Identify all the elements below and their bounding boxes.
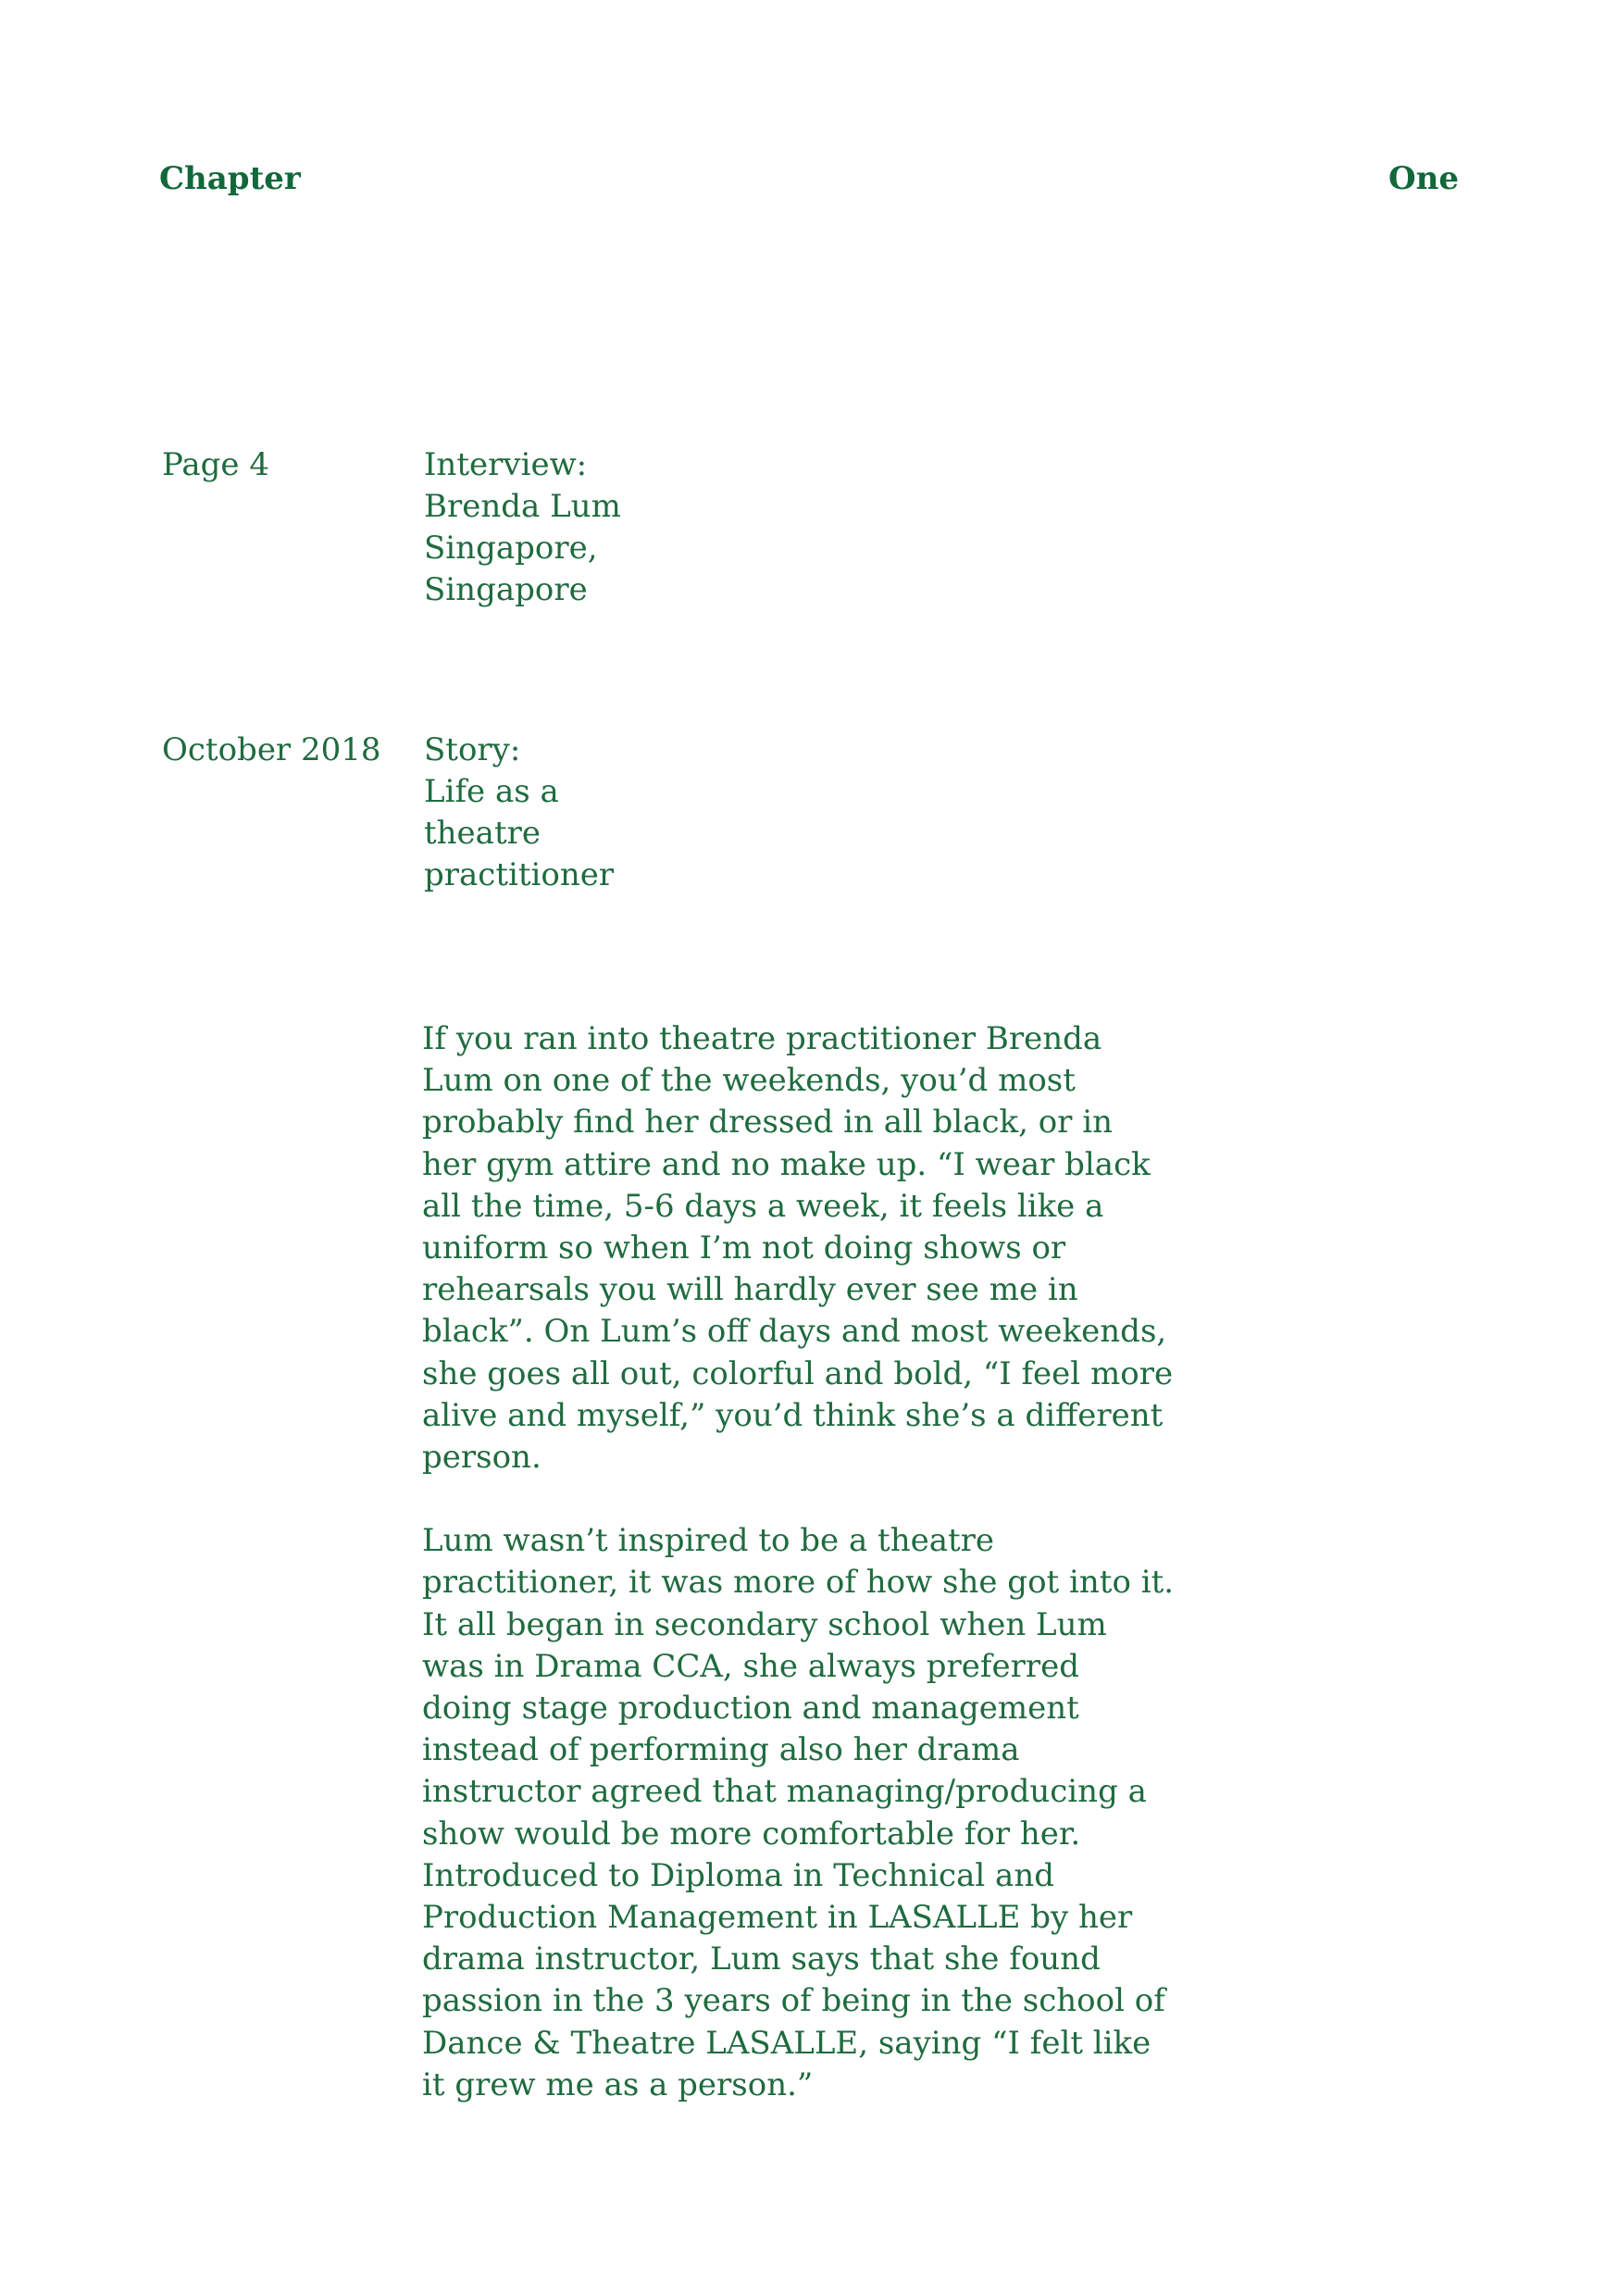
- text-line: Introduced to Diploma in Technical and: [422, 1856, 1054, 1894]
- text-line: If you ran into theatre practitioner Brenda: [422, 1020, 1102, 1057]
- text-line: Lum on one of the weekends, you’d most: [422, 1062, 1076, 1100]
- story-line: Story:: [424, 731, 521, 768]
- interview-info: [424, 444, 621, 611]
- interview-line: Singapore: [424, 571, 588, 608]
- story-line: practitioner: [424, 856, 615, 893]
- text-line: passion in the 3 years of being in the school of: [422, 1982, 1165, 2020]
- text-line: black”. On Lum’s off days and most weekends,: [422, 1313, 1167, 1351]
- text-line: she goes all out, colorful and bold, “I feel more: [422, 1354, 1174, 1392]
- text-line: instead of performing also her drama: [422, 1731, 1020, 1769]
- text-line: her gym attire and no make up. “I wear black: [422, 1145, 1151, 1183]
- text-line: was in Drama CCA, she always preferred: [422, 1647, 1079, 1685]
- chapter-number: One: [1388, 160, 1459, 197]
- text-line: uniform so when I’m not doing shows or: [422, 1229, 1066, 1267]
- story-line: Life as a: [424, 773, 559, 810]
- text-line: alive and myself,” you’d think she’s a different: [422, 1396, 1164, 1434]
- text-line: instructor agreed that managing/producing a: [422, 1773, 1147, 1811]
- article-body: [422, 1018, 1218, 2148]
- text-line: show would be more comfortable for her.: [422, 1815, 1081, 1853]
- article-paragraph-1: [422, 1018, 1218, 1479]
- text-line: person.: [422, 1439, 541, 1477]
- page-number: Page 4: [162, 446, 269, 483]
- text-line: It all began in secondary school when Lum: [422, 1605, 1107, 1643]
- text-line: practitioner, it was more of how she got into it.: [422, 1564, 1175, 1602]
- text-line: Lum wasn’t inspired to be a theatre: [422, 1522, 995, 1560]
- text-line: doing stage production and management: [422, 1690, 1079, 1728]
- story-info: [424, 730, 614, 896]
- text-line: all the time, 5-6 days a week, it feels like a: [422, 1187, 1104, 1225]
- interview-line: Brenda Lum: [424, 488, 621, 525]
- interview-line: Interview:: [424, 446, 588, 483]
- chapter-label: Chapter: [159, 160, 301, 197]
- issue-date: October 2018: [162, 731, 381, 768]
- text-line: drama instructor, Lum says that she found: [422, 1940, 1101, 1978]
- text-line: Production Management in LASALLE by her: [422, 1899, 1133, 1937]
- text-line: rehearsals you will hardly ever see me in: [422, 1271, 1078, 1309]
- text-line: it grew me as a person.”: [422, 2065, 814, 2103]
- text-line: Dance & Theatre LASALLE, saying “I felt like: [422, 2024, 1151, 2062]
- interview-line: Singapore,: [424, 530, 598, 567]
- text-line: probably find her dressed in all black, or in: [422, 1104, 1114, 1142]
- article-paragraph-2: [422, 1520, 1218, 2106]
- story-line: theatre: [424, 815, 541, 852]
